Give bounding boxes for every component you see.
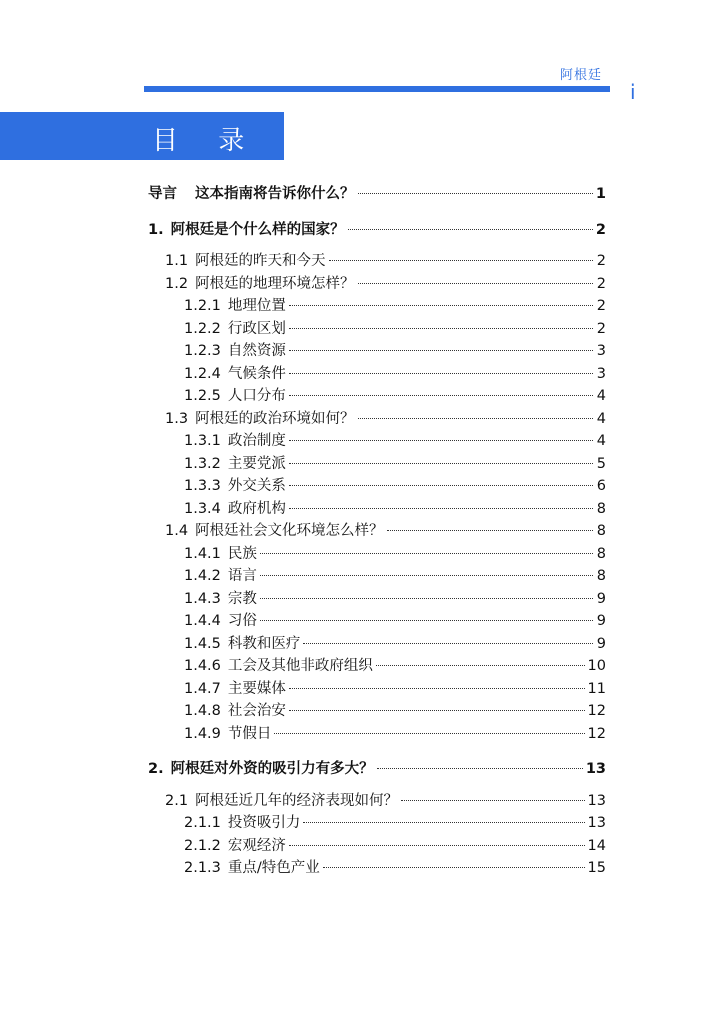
page-number: i: [630, 80, 636, 104]
toc-number: 1.3.3: [184, 478, 221, 494]
toc-label: 人口分布: [227, 388, 286, 404]
toc-number: 1.4.1: [184, 545, 221, 562]
dot-leader: [274, 733, 584, 734]
toc-page: 2: [596, 253, 606, 269]
dot-leader: [348, 229, 593, 230]
toc-number: 1.3: [165, 410, 189, 427]
toc-entry[interactable]: [148, 587, 606, 610]
toc-entry[interactable]: [148, 722, 606, 745]
toc-page: 1: [595, 186, 606, 202]
toc-number: 1.4: [165, 523, 189, 539]
dot-leader: [376, 665, 585, 666]
toc-entry[interactable]: [148, 218, 606, 241]
toc-label: 主要党派: [227, 455, 286, 472]
dot-leader: [289, 395, 593, 396]
toc-page: 4: [596, 410, 606, 427]
toc-label: 阿根廷的政治环境如何？: [195, 410, 355, 427]
toc-page: 4: [596, 388, 606, 404]
toc-number: 1.2.3: [184, 343, 221, 359]
toc-label: 政治制度: [227, 433, 286, 449]
toc-number: 1.3.2: [184, 455, 221, 472]
toc-entry[interactable]: [148, 654, 606, 677]
toc-number: 1.2.5: [184, 388, 221, 404]
toc-entry[interactable]: [148, 564, 606, 587]
toc-number: 2.1.3: [184, 860, 221, 876]
toc-entry[interactable]: [148, 834, 606, 857]
toc-page: 2: [596, 298, 606, 314]
dot-leader: [289, 508, 593, 509]
toc-page: 8: [596, 545, 606, 562]
toc-number: 2.: [148, 761, 164, 777]
toc-page: 5: [596, 455, 606, 472]
running-head: 阿根廷: [560, 68, 603, 83]
toc-page: 15: [587, 860, 606, 876]
toc-label: 主要媒体: [227, 680, 286, 697]
toc-label: 工会及其他非政府组织: [227, 658, 373, 674]
toc-page: 13: [585, 761, 606, 777]
toc-label: 宏观经济: [227, 837, 286, 854]
dot-leader: [289, 440, 593, 441]
toc-number: 2.1.1: [184, 815, 221, 831]
toc-label: 阿根廷近几年的经济表现如何？: [195, 792, 399, 809]
toc-label: 阿根廷对外资的吸引力有多大？: [170, 761, 374, 777]
toc-page: 4: [596, 433, 606, 449]
toc-entry[interactable]: [148, 294, 606, 317]
toc-number: 1.3.4: [184, 500, 221, 517]
toc-page: 3: [596, 365, 606, 382]
toc-label: 宗教: [227, 590, 257, 607]
dot-leader: [260, 620, 593, 621]
toc-entry[interactable]: [148, 182, 606, 205]
toc-entry[interactable]: [148, 317, 606, 340]
toc-entry[interactable]: [148, 452, 606, 475]
toc-page: 8: [596, 500, 606, 517]
toc-number: 1.2.4: [184, 365, 221, 382]
dot-leader: [289, 463, 593, 464]
toc-label: 政府机构: [227, 500, 286, 517]
toc-number: 2.1.2: [184, 837, 221, 854]
dot-leader: [303, 643, 593, 644]
dot-leader: [401, 800, 584, 801]
table-of-contents: [148, 182, 606, 879]
dot-leader: [289, 710, 585, 711]
dot-leader: [289, 305, 593, 306]
dot-leader: [323, 867, 585, 868]
toc-number: 1.4.7: [184, 680, 221, 697]
toc-number: 1.4.4: [184, 613, 221, 629]
toc-page: 6: [596, 478, 606, 494]
toc-number: 1.4.5: [184, 635, 221, 652]
toc-label: 社会治安: [227, 703, 286, 719]
toc-entry[interactable]: [148, 856, 606, 879]
dot-leader: [289, 350, 593, 351]
toc-label: 阿根廷的昨天和今天: [195, 253, 326, 269]
toc-page: 9: [596, 635, 606, 652]
dot-leader: [289, 373, 593, 374]
toc-number: 1.4.3: [184, 590, 221, 607]
toc-number: 1.2.2: [184, 320, 221, 337]
toc-page: 8: [596, 568, 606, 584]
toc-page: 11: [587, 680, 606, 697]
toc-page: 12: [587, 703, 606, 719]
toc-number: 1.: [148, 221, 164, 238]
toc-label: 地理位置: [227, 298, 286, 314]
toc-entry[interactable]: [148, 339, 606, 362]
toc-number: 1.1: [165, 253, 189, 269]
dot-leader: [358, 418, 593, 419]
toc-page: 2: [596, 275, 606, 292]
toc-page: 9: [596, 613, 606, 629]
toc-number: 1.2: [165, 275, 189, 292]
toc-entry[interactable]: [148, 362, 606, 385]
toc-entry[interactable]: [148, 699, 606, 722]
dot-leader: [260, 575, 593, 576]
dot-leader: [289, 328, 593, 329]
toc-entry[interactable]: [148, 677, 606, 700]
dot-leader: [260, 553, 593, 554]
toc-number: 1.4.2: [184, 568, 221, 584]
page-title: 目 录: [152, 126, 261, 156]
toc-entry[interactable]: [148, 632, 606, 655]
toc-label: 外交关系: [227, 478, 286, 494]
toc-label: 阿根廷社会文化环境怎么样？: [195, 523, 384, 539]
toc-page: 2: [595, 221, 606, 238]
dot-leader: [289, 688, 585, 689]
toc-label: 阿根廷是个什么样的国家？: [170, 221, 345, 238]
toc-entry[interactable]: [148, 789, 606, 812]
toc-page: 14: [587, 837, 606, 854]
dot-leader: [358, 283, 593, 284]
toc-label: 这本指南将告诉你什么？: [195, 186, 355, 202]
toc-label: 自然资源: [227, 343, 286, 359]
toc-entry[interactable]: [148, 609, 606, 632]
toc-page: 13: [587, 792, 606, 809]
toc-number: 导言: [148, 186, 177, 202]
toc-label: 节假日: [227, 725, 272, 742]
toc-page: 12: [587, 725, 606, 742]
toc-page: 2: [596, 320, 606, 337]
toc-page: 13: [587, 815, 606, 831]
toc-label: 民族: [227, 545, 257, 562]
toc-number: 1.4.6: [184, 658, 221, 674]
toc-number: 1.3.1: [184, 433, 221, 449]
toc-entry[interactable]: [148, 272, 606, 295]
header-rule: [144, 86, 610, 92]
toc-number: 1.4.9: [184, 725, 221, 742]
dot-leader: [289, 845, 585, 846]
toc-entry[interactable]: [148, 811, 606, 834]
toc-page: 10: [587, 658, 606, 674]
toc-entry[interactable]: [148, 519, 606, 542]
dot-leader: [358, 193, 593, 194]
toc-number: 1.4.8: [184, 703, 221, 719]
toc-entry[interactable]: [148, 407, 606, 430]
dot-leader: [387, 530, 593, 531]
toc-label: 阿根廷的地理环境怎样？: [195, 275, 355, 292]
toc-entry[interactable]: [148, 757, 606, 780]
dot-leader: [303, 822, 584, 823]
dot-leader: [289, 485, 593, 486]
toc-entry[interactable]: [148, 497, 606, 520]
toc-entry[interactable]: [148, 542, 606, 565]
toc-label: 投资吸引力: [227, 815, 301, 831]
toc-label: 重点/特色产业: [227, 860, 320, 876]
dot-leader: [260, 598, 593, 599]
toc-label: 科教和医疗: [227, 635, 301, 652]
toc-entry[interactable]: [148, 384, 606, 407]
toc-number: 1.2.1: [184, 298, 221, 314]
toc-page: 9: [596, 590, 606, 607]
toc-number: 2.1: [165, 792, 189, 809]
toc-label: 行政区划: [227, 320, 286, 337]
toc-label: 语言: [227, 568, 257, 584]
toc-entry[interactable]: [148, 474, 606, 497]
toc-page: 3: [596, 343, 606, 359]
toc-entry[interactable]: [148, 249, 606, 272]
toc-page: 8: [596, 523, 606, 539]
toc-entry[interactable]: [148, 429, 606, 452]
toc-label: 气候条件: [227, 365, 286, 382]
dot-leader: [329, 260, 593, 261]
toc-label: 习俗: [227, 613, 257, 629]
dot-leader: [377, 768, 583, 769]
